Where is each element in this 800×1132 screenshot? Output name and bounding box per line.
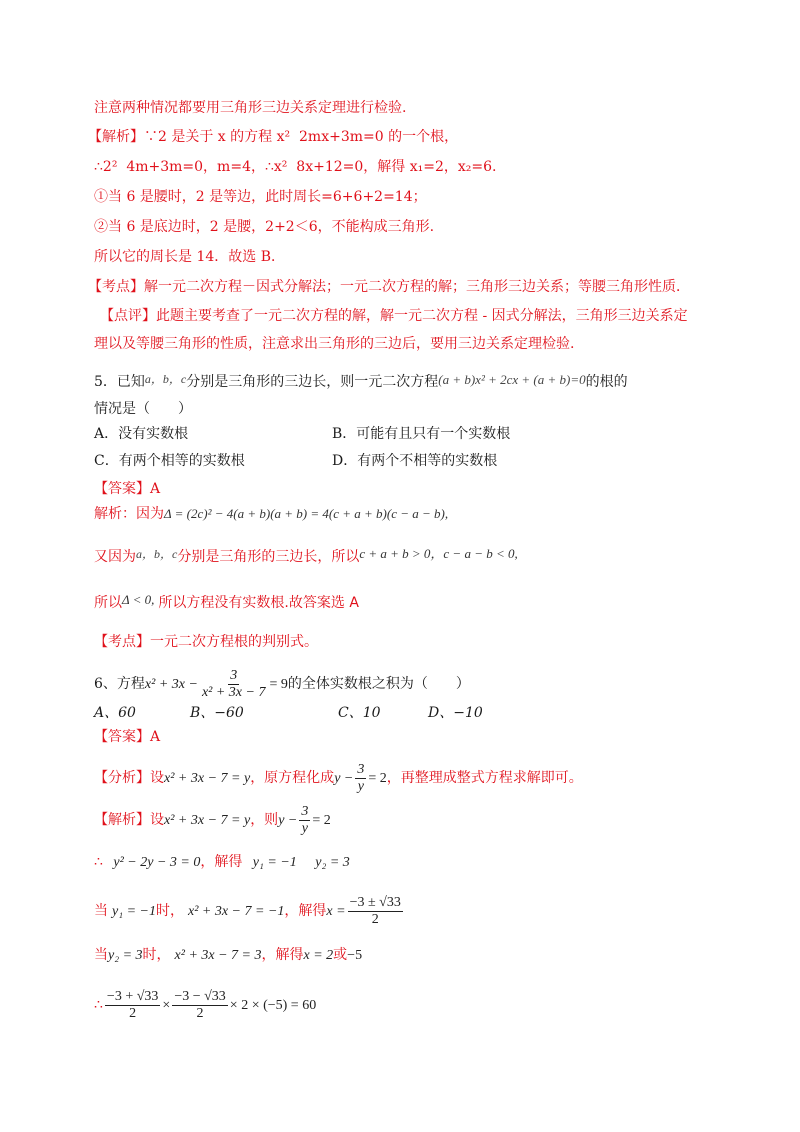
q5-sol2-expr: c + a + b > 0，c − a − b < 0, xyxy=(359,546,518,561)
q4-case2: ②当 6 是底边时，2 是腰，2+2＜6，不能构成三角形. xyxy=(94,219,435,235)
q6-fenxi-a: 【分析】设 xyxy=(94,770,164,786)
q6-option-a: A、60 xyxy=(94,705,136,721)
q5-sol3-expr: Δ < 0, xyxy=(122,592,155,607)
q5-answer: 【答案】A xyxy=(94,481,161,497)
q6-step2-x: x = xyxy=(326,904,346,919)
q6-step3-cond: y₂ = 3 xyxy=(108,948,143,963)
q6-step2-cond: y₁ = −1 xyxy=(112,904,156,919)
q4-kaodian: 【考点】解一元二次方程－因式分解法；一元二次方程的解；三角形三边关系；等腰三角形性质． xyxy=(88,279,690,295)
q6-stem-expr: x² + 3x − xyxy=(144,677,198,692)
q5-sol3-b: 所以方程没有实数根.故答案选 A xyxy=(158,595,359,611)
q6-fenxi-expr2-b: = 2 xyxy=(368,771,387,786)
q6-step1 xyxy=(94,852,350,873)
q6-step2-num: −3 ± √33 xyxy=(349,894,401,910)
q6-step3-d: 或 xyxy=(333,947,348,963)
q5-option-a: A．没有实数根 xyxy=(94,426,189,442)
q4-case1: ①当 6 是腰时，2 是等边，此时周长=6+6+2=14； xyxy=(94,189,427,205)
q5-solution-2 xyxy=(94,544,518,567)
q6-final-n2: −3 − √33 xyxy=(174,988,226,1004)
q6-step2-c: ，解得 xyxy=(284,903,327,919)
q6-step3-x2: −5 xyxy=(347,948,363,963)
q6-frac-num: 3 xyxy=(230,667,238,683)
q6-step2 xyxy=(94,893,405,929)
q4-conclusion: 所以它的周长是 14．故选 B． xyxy=(94,249,286,265)
q6-step1-expr: y² − 2y − 3 = 0 xyxy=(113,855,201,870)
q6-fenxi-expr2-a: y − xyxy=(334,771,354,786)
q6-option-d: D、−10 xyxy=(428,705,483,721)
q6-fenxi-c: ，再整理成整式方程求解即可。 xyxy=(386,770,583,786)
q6-fenxi-fraction xyxy=(355,762,366,795)
q5-stem-b: 分别是三角形的三边长，则一元二次方程 xyxy=(186,374,439,390)
q6-step2-den: 2 xyxy=(371,911,379,927)
q5-option-d: D．有两个不相等的实数根 xyxy=(332,453,498,469)
q6-step3 xyxy=(94,940,362,970)
q6-step3-c: ，解得 xyxy=(261,947,304,963)
q6-step1-sol1: y₁ = −1 xyxy=(252,855,297,870)
q6-step1-b: ，解得 xyxy=(200,854,243,870)
q6-fenxi-frac-num: 3 xyxy=(357,761,365,777)
q6-final-d2: 2 xyxy=(196,1005,204,1021)
q4-analysis-line2: ∴2² 4m+3m=0，m=4，∴x² 8x+12=0，解得 x₁=2，x₂=6. xyxy=(94,159,497,175)
q6-jiexi-expr2-b: = 2 xyxy=(312,813,331,828)
q5-equation: (a + b)x² + 2cx + (a + b)=0 xyxy=(438,372,586,387)
analysis-label: 【解析】 xyxy=(88,129,144,145)
q5-sol-expr: Δ = (2c)² − 4(a + b)(a + b) = 4(c + a + b)(c − a − b), xyxy=(164,506,449,521)
q6-final-frac2 xyxy=(172,989,227,1022)
q5-stem-a: 5．已知 xyxy=(94,374,145,390)
q4-dianping-2: 理以及等腰三角形的性质，注意求出三角形的三边后，要用三边关系定理检验. xyxy=(94,336,575,352)
q6-stem-b: 的全体实数根之积为（ ） xyxy=(287,676,470,692)
q5-sol-prefix: 解析：因为 xyxy=(94,506,164,522)
q5-kaodian: 【考点】一元二次方程根的判别式。 xyxy=(94,634,318,650)
q5-option-c: C．有两个相等的实数根 xyxy=(94,453,245,469)
q6-final xyxy=(94,985,316,1025)
q4-analysis-line1 xyxy=(88,127,459,147)
analysis-text-1: ∵2 是关于 x 的方程 x² 2mx+3m=0 的一个根， xyxy=(144,129,459,145)
q5-solution-1 xyxy=(94,504,448,524)
q6-final-n1: −3 + √33 xyxy=(106,988,159,1004)
q6-fenxi xyxy=(94,760,583,796)
q6-stem-a: 6、方程 xyxy=(94,676,145,692)
q6-answer: 【答案】A xyxy=(94,729,161,745)
q6-stem-eq: = 9 xyxy=(269,677,288,692)
q6-jiexi-a: 【解析】设 xyxy=(94,812,164,828)
q6-step2-eq: x² + 3x − 7 = −1 xyxy=(187,904,285,919)
q5-sol2-b: 分别是三角形的三边长，所以 xyxy=(177,549,360,565)
q6-final-d1: 2 xyxy=(129,1005,137,1021)
q5-stem-line2: 情况是（ ） xyxy=(94,401,192,417)
q6-jiexi-b: ，则 xyxy=(250,812,279,828)
q5-vars: a，b，c xyxy=(144,372,187,386)
q5-option-b: B．可能有且只有一个实数根 xyxy=(332,426,511,442)
q4-dianping-1: 【点评】此题主要考查了一元二次方程的解，解一元二次方程 - 因式分解法，三角形三边关系定 xyxy=(100,308,688,324)
q6-step1-therefore: ∴ xyxy=(94,854,103,870)
q6-step3-eq: x² + 3x − 7 = 3 xyxy=(174,948,262,963)
q5-sol2-a: 又因为 xyxy=(94,549,136,565)
q5-stem-line1 xyxy=(94,369,628,392)
q6-step3-b: 时， xyxy=(142,947,171,963)
q6-final-mid: × xyxy=(162,998,171,1013)
q6-step3-x: x = 2 xyxy=(303,948,334,963)
q6-fenxi-frac-den: y xyxy=(357,778,364,794)
q6-jiexi-expr: x² + 3x − 7 = y xyxy=(164,813,251,828)
q6-step2-a: 当 xyxy=(94,903,108,919)
q6-jiexi xyxy=(94,802,331,838)
q6-fenxi-expr: x² + 3x − 7 = y xyxy=(164,771,251,786)
q6-fenxi-b: ，原方程化成 xyxy=(250,770,335,786)
q6-jiexi-frac-num: 3 xyxy=(301,803,309,819)
q6-step3-a: 当 xyxy=(94,947,108,963)
q6-frac-den: x² + 3x − 7 xyxy=(201,684,266,700)
q6-final-therefore: ∴ xyxy=(94,997,103,1013)
q5-stem-c: 的根的 xyxy=(585,374,628,390)
q5-sol3-a: 所以 xyxy=(94,595,122,611)
q6-step2-b: 时， xyxy=(155,903,184,919)
q6-jiexi-expr2-a: y − xyxy=(278,813,298,828)
q6-stem xyxy=(94,666,470,702)
q5-solution-3 xyxy=(94,590,359,613)
q6-jiexi-frac-den: y xyxy=(301,820,308,836)
q5-sol2-vars: a，b，c xyxy=(136,547,178,561)
q6-step2-fraction xyxy=(348,895,403,928)
q6-final-frac1 xyxy=(105,989,160,1022)
q6-jiexi-fraction xyxy=(299,804,310,837)
q6-stem-fraction xyxy=(200,668,268,701)
q4-note: 注意两种情况都要用三角形三边关系定理进行检验. xyxy=(94,100,407,116)
q6-option-c: C、10 xyxy=(338,705,381,721)
q6-step1-sol2: y₂ = 3 xyxy=(315,855,350,870)
q6-final-tail: × 2 × (−5) = 60 xyxy=(229,998,317,1013)
q6-option-b: B、−60 xyxy=(190,705,244,721)
